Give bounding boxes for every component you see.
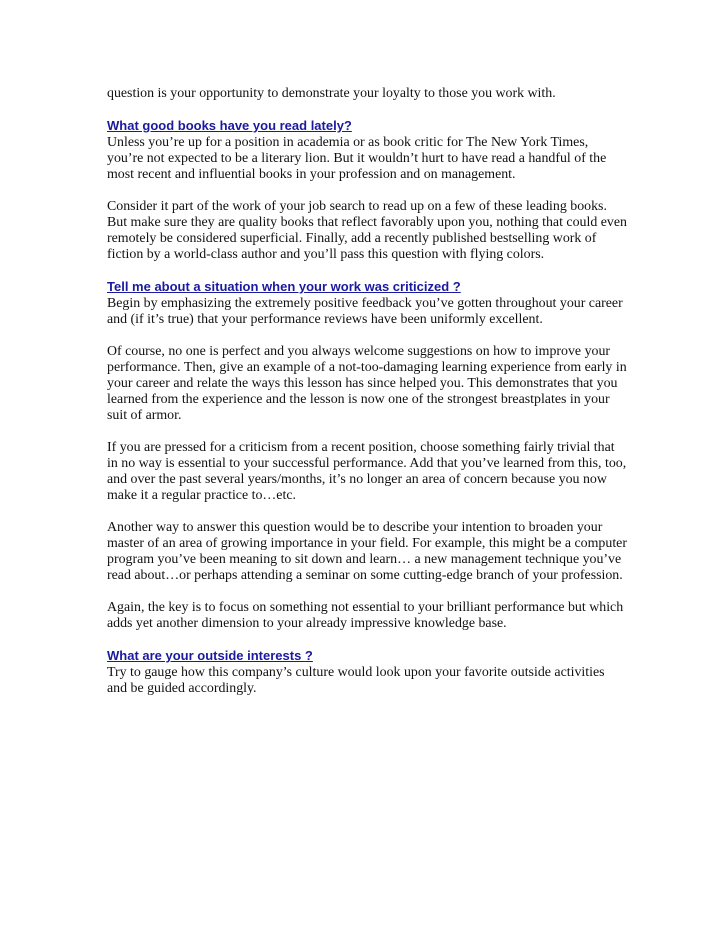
- section-paragraph: Try to gauge how this company’s culture would look upon your favorite outside activities and be guided accordingly.: [107, 665, 605, 696]
- intro-paragraph: question is your opportunity to demonstrate your loyalty to those you work with.: [107, 86, 556, 101]
- document-page: [107, 86, 627, 713]
- section-paragraph: Begin by emphasizing the extremely positive feedback you’ve gotten throughout your career and (if it’s true) that your performance reviews have been uniformly excellent.: [107, 296, 623, 327]
- section-heading: What good books have you read lately?: [107, 118, 352, 133]
- section-paragraph: Of course, no one is perfect and you always welcome suggestions on how to improve your performance. Then, give an example of a not-too-damaging learning experience from early in your career and relate the ways this lesson has since helped you. This demonstrates that you learned from the experience and the lesson is now one of the strongest breastplates in your suit of armor.: [107, 344, 627, 423]
- section-paragraph: If you are pressed for a criticism from a recent position, choose something fairly trivial that in no way is essential to your successful performance. Add that you’ve learned from this, too, and over the past several years/months, it’s no longer an area of concern because you now make it a regular practice to…etc.: [107, 440, 627, 503]
- section-good-books: [107, 118, 627, 263]
- section-paragraph: Consider it part of the work of your job search to read up on a few of these leading books. But make sure they are quality books that reflect favorably upon you, nothing that could even remotely be considered superficial. Finally, add a recently published bestselling work of fiction by a world-class author and you’ll pass this question with flying colors.: [107, 199, 627, 262]
- section-paragraph: Again, the key is to focus on something not essential to your brilliant performance but which adds yet another dimension to your already impressive knowledge base.: [107, 600, 624, 631]
- section-heading: Tell me about a situation when your work was criticized ?: [107, 279, 461, 294]
- section-heading: What are your outside interests ?: [107, 648, 313, 663]
- section-paragraph: Unless you’re up for a position in academia or as book critic for The New York Times, you’re not expected to be a literary lion. But it wouldn’t hurt to have read a handful of the most recent and influential books in your profession and on management.: [107, 135, 607, 182]
- section-paragraph: Another way to answer this question would be to describe your intention to broaden your master of an area of growing importance in your field. For example, this might be a computer program you’ve been meaning to sit down and learn… a new management technique you’ve read about…or perhaps attending a seminar on some cutting-edge branch of your profession.: [107, 520, 627, 583]
- section-outside-interests: [107, 648, 627, 697]
- section-work-criticized: [107, 279, 627, 632]
